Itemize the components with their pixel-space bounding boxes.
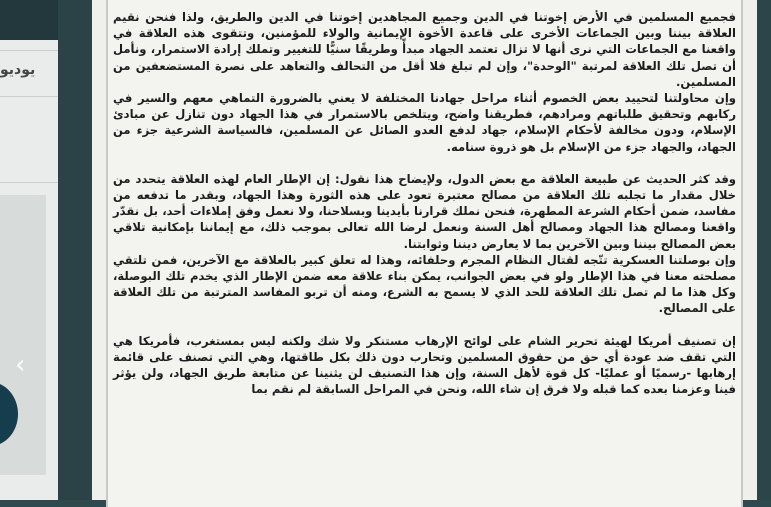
paragraph-1: فجميع المسلمين في الأرض إخوتنا في الدين وجميع المجاهدين إخوتنا في الدين والطريق، ولذا فنحن نقيم العلاقة بيننا وبين الجماعات الأخرى على قاعدة الأخوة الإيمانية والولاء للمؤمنين، وتتقوى هذه العلاقة في واقعنا مع الجماعات التي نرى أنها لا تزال تعتمد الجهاد مبدأً وطريقًا سنيًّا للتغيير وتملك إرادة الاستمرار، ونأمل أن تصل تلك العلاقة لمرتبة "الوحدة"، وإن لم تبلغ فلا أقل من التحالف والتعاهد على نصرة المستضعفين من المسلمين.: [113, 10, 736, 89]
background-nav-label[interactable]: يوديو: [0, 62, 36, 78]
background-top-bar: [0, 0, 58, 40]
paragraph-2: وإن محاولتنا لتحييد بعض الخصوم أثناء مراحل جهادنا المختلفة لا يعني بالضرورة التماهي معهم والسير في ركابهم وتحقيق طلباتهم ومرادهم، فطريقنا واضح، ويتلخص بالاستمرار في هذا الجهاد دون تنازل عن مبادئ الإسلام، ودون مخالفة لأحكام الإسلام، جهاد لدفع العدو الصائل عن المسلمين، فالسياسة الشرعية جزء من الجهاد، والجهاد جزء من الإسلام بل هو ذروة سنامه.: [113, 91, 736, 154]
paragraph-4: وإن بوصلتنا العسكرية تتّجه لقتال النظام المجرم وحلفائه، وهذا له تعلق كبير بالعلاقة مع الآخرين، فمن تلتقي مصلحته معنا في هذا الإطار ولو في بعض الجوانب، يمكن بناء علاقة معه ضمن الإطار الذي يخدم تلك البوصلة، وكل هذا ما لم تصل تلك العلاقة للحد الذي لا يسمح به الشرع، ومنه أن تربو المفاسد المترتبة من تلك العلاقة على المصالح.: [113, 252, 736, 316]
divider: [0, 50, 58, 51]
divider: [0, 182, 58, 183]
chevron-left-icon[interactable]: ‹: [15, 350, 26, 380]
document-frame: [106, 0, 743, 507]
document-page: [92, 0, 757, 500]
background-website-panel: [0, 0, 58, 500]
right-dark-edge: [757, 0, 771, 500]
document-body: [113, 9, 736, 397]
dark-overlay-strip: [58, 0, 92, 500]
divider: [0, 96, 58, 97]
paragraph-3: وقد كثر الحديث عن طبيعة العلاقة مع بعض الدول، ولإيضاح هذا نقول: إن الإطار العام لهذه العلاقة يتحدد من خلال مقدار ما تجلبه تلك العلاقة من مصالح معتبرة تعود على هذه الثورة وهذا الجهاد، وبقدر ما تدفعه من مفاسد، ضمن أحكام الشرعة المطهرة، فنحن نملك قرارنا بأيدينا وبسلاحنا، ولا نعمل وفق إملاءات أحد، بل نقدّر واقعنا ومصالح هذا الجهاد ومصالح أهل السنة ونعمل لرضا الله تعالى بموجب ذلك، مع إيماننا بإمكانية تلاقي بعض المصالح بيننا وبين الآخرين بما لا يعارض ديننا وثوابتنا.: [113, 171, 736, 251]
paragraph-5: إن تصنيف أمريكا لهيئة تحرير الشام على لوائح الإرهاب مستنكر ولا شك ولكنه ليس بمستغرب، فأمريكا هي التي تقف ضد عودة أي حق من حقوق المسلمين وتحارب دون ذلك بكل طاقتها، وهي التي تصنف على قائمة إرهابها -رسميًا أو عمليًا- كل قوة لأهل السنة، وإن هذا التصنيف لن يثنينا عن متابعة طريق الجهاد، ولن يؤثر فينا وعزمنا بعده كما قبله ولا فرق إن شاء الله، ونحن في المراحل السابقة لم نقم بما: [113, 333, 736, 397]
